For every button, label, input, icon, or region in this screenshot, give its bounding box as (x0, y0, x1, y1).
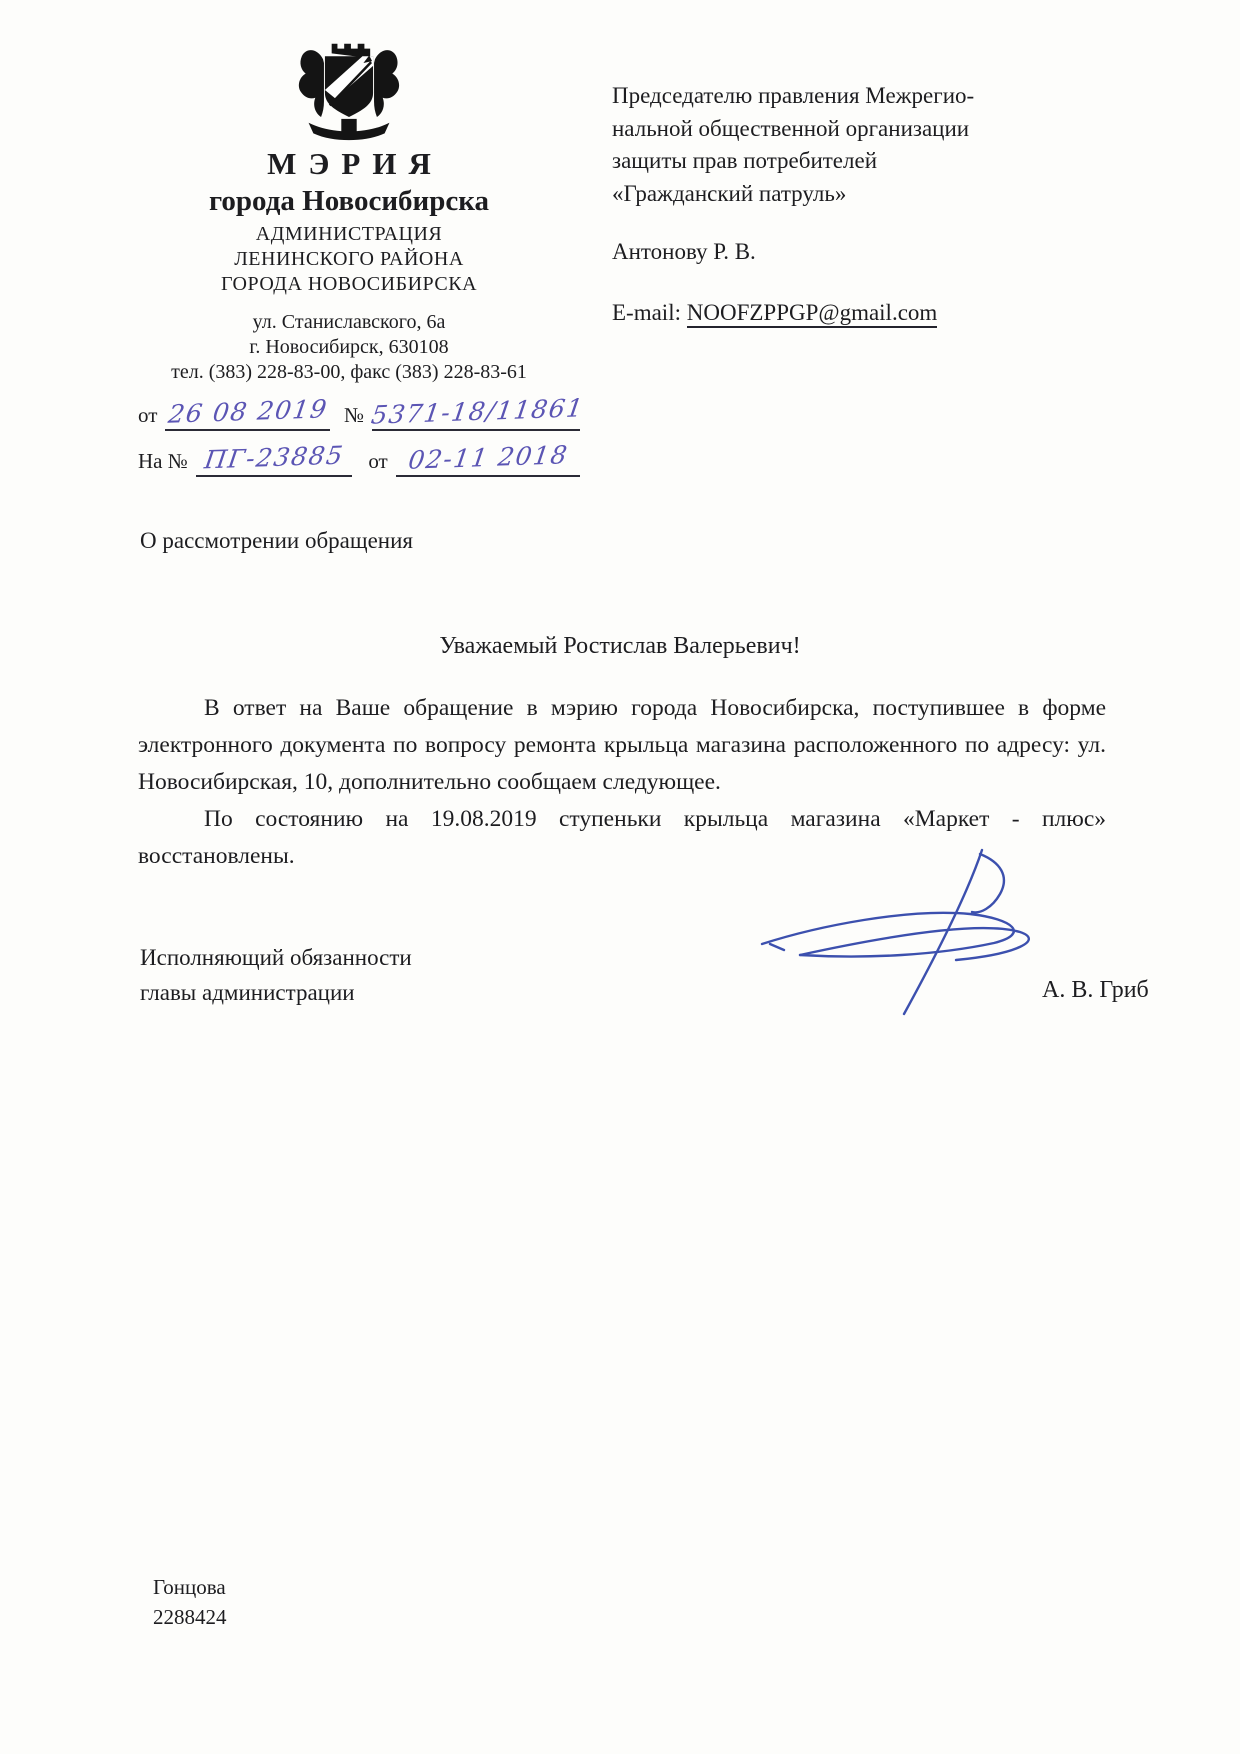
outgoing-date-handwritten: 26 08 2019 (166, 394, 330, 429)
email-label: E-mail: (612, 299, 681, 325)
recipient-block (612, 80, 1062, 329)
reply-to-date-field (396, 440, 580, 477)
signer-name: А. В. Гриб (1042, 977, 1149, 1003)
outgoing-number-handwritten: 5371-18/11861 (369, 393, 587, 430)
subject-line: О рассмотрении обращения (140, 528, 413, 553)
signer-position (140, 940, 412, 1010)
executor-phone: 2288424 (153, 1605, 227, 1629)
recipient-org-line2: нальной общественной организации (612, 115, 970, 141)
reply-to-number-handwritten: ПГ-23885 (202, 440, 346, 475)
org-subtitle-district: ЛЕНИНСКОГО РАЙОНА (234, 248, 464, 270)
recipient-org-line4: «Гражданский патруль» (612, 180, 847, 206)
org-title-mayoralty: МЭРИЯ (267, 146, 443, 181)
letterhead-street: ул. Станиславского, 6а (252, 311, 446, 333)
salutation: Уважаемый Ростислав Валерьевич! (439, 633, 801, 659)
executor-name: Гонцова (153, 1575, 226, 1599)
letterhead-city-zip: г. Новосибирск, 630108 (249, 336, 449, 358)
reply-to-date-label: от (368, 449, 388, 473)
body-paragraph-2: По состоянию на 19.08.2019 ступеньки крыльца магазина «Маркет - плюс» восстановлены. (138, 806, 1106, 869)
org-title-city: города Новосибирска (208, 185, 490, 217)
outgoing-date-label: от (138, 403, 158, 427)
recipient-org-line1: Председателю правления Межрегио- (612, 83, 975, 108)
outgoing-number-label: № (343, 403, 364, 427)
executor-block (153, 1572, 227, 1632)
recipient-org-line3: защиты прав потребителей (612, 148, 878, 173)
outgoing-number-field (369, 393, 587, 431)
body-paragraph-1: В ответ на Ваше обращение в мэрию города Новосибирска, поступившее в форме электронного документа по вопросу ремонта крыльца магазина расположенного по адресу: ул. Новосибирская, 10, дополнительно сообщаем следующее. (138, 695, 1106, 795)
reply-to-number-field (196, 440, 353, 477)
reply-to-number-label: На № (138, 449, 188, 473)
reference-fields (118, 393, 587, 477)
reply-to-date-handwritten: 02-11 2018 (406, 440, 570, 475)
recipient-name: Антонову Р. В. (612, 239, 756, 264)
signature-scrawl-icon (748, 842, 1084, 1020)
org-subtitle-city: ГОРОДА НОВОСИБИРСКА (220, 273, 478, 295)
novosibirsk-coat-of-arms-icon (290, 38, 408, 142)
org-subtitle-administration: АДМИНИСТРАЦИЯ (255, 223, 443, 245)
email-address: NOOFZPPGP@gmail.com (687, 300, 938, 328)
letterhead (118, 38, 587, 477)
signer-position-line1: Исполняющий обязанности (140, 945, 412, 970)
letterhead-phone-fax: тел. (383) 228-83-00, факс (383) 228-83-61 (171, 361, 527, 383)
signer-position-line2: главы администрации (140, 980, 355, 1005)
outgoing-date-field (165, 394, 330, 431)
